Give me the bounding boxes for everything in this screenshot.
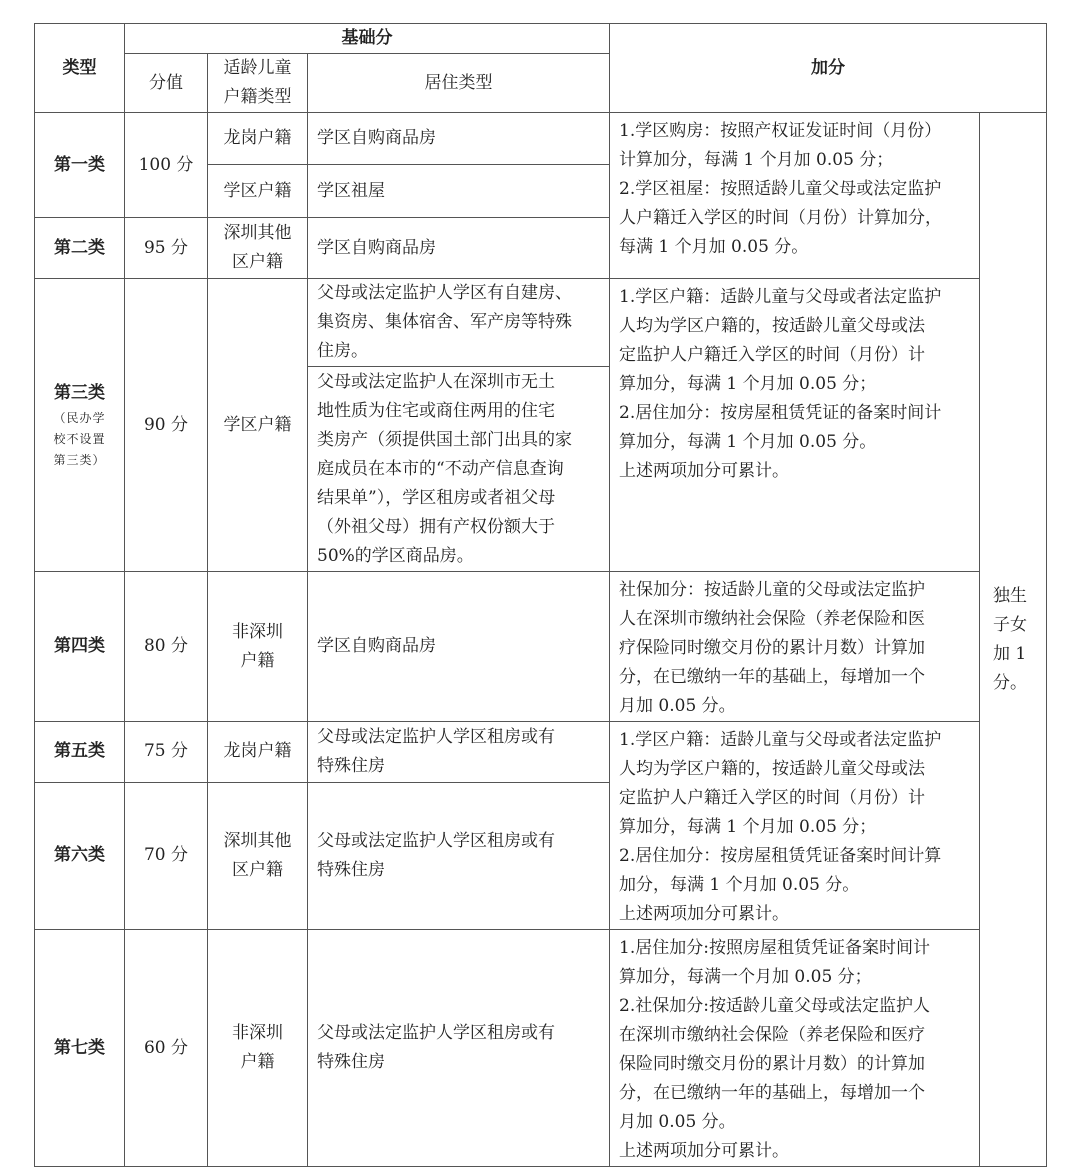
- row-4-residence: 学区自购商品房: [308, 572, 610, 722]
- header-bonus: 加分: [610, 24, 1047, 113]
- row-7-hukou: 非深圳 户籍: [208, 930, 308, 1167]
- single-child-bonus-text: 独生子女加 1 分。: [993, 585, 1028, 693]
- row-3a-residence: 父母或法定监护人学区有自建房、 集资房、集体宿舍、军产房等特殊 住房。: [308, 279, 610, 367]
- row-3b-residence: 父母或法定监护人在深圳市无土 地性质为住宅或商住两用的住宅 类房产（须提供国土部门出具的家 庭成员在本市的“不动产信息查询 结果单”），学区租房或者祖父母 （外祖父母）拥有产权份额大于 50%的学区商品房。: [308, 367, 610, 572]
- bonus-category-5-6: 1.学区户籍：适龄儿童与父母或者法定监护 人均为学区户籍的，按适龄儿童父母或法 定监护人户籍迁入学区的时间（月份）计 算加分，每满 1 个月加 0.05 分； 2.居住加分：按房屋租赁凭证备案时间计算 加分，每满 1 个月加 0.05 分。 上述两项加分可累计。: [610, 722, 980, 930]
- row-1b-residence: 学区祖屋: [308, 165, 610, 218]
- row-3-hukou: 学区户籍: [208, 279, 308, 572]
- category-3-note: （民办学 校不设置 第三类）: [53, 411, 106, 467]
- category-2-name: 第二类: [35, 218, 125, 279]
- row-7-residence: 父母或法定监护人学区租房或有 特殊住房: [308, 930, 610, 1167]
- header-residence-type: 居住类型: [308, 54, 610, 113]
- category-6-name: 第六类: [35, 782, 125, 929]
- category-3-name: [35, 279, 125, 572]
- category-6-score: 70 分: [125, 782, 208, 929]
- bonus-category-7: 1.居住加分:按照房屋租赁凭证备案时间计 算加分，每满一个月加 0.05 分； 2.社保加分:按适龄儿童父母或法定监护人 在深圳市缴纳社会保险（养老保险和医疗 保险同时缴交月份的累计月数）的计算加 分，在已缴纳一年的基础上，每增加一个 月加 0.05 分。 上述两项加分可累计。: [610, 930, 980, 1167]
- header-base-score: 基础分: [125, 24, 610, 54]
- category-2-score: 95 分: [125, 218, 208, 279]
- bonus-category-4: 社保加分：按适龄儿童的父母或法定监护 人在深圳市缴纳社会保险（养老保险和医 疗保险同时缴交月份的累计月数）计算加 分，在已缴纳一年的基础上，每增加一个 月加 0.05 分。: [610, 572, 980, 722]
- category-5-name: 第五类: [35, 722, 125, 783]
- row-5-hukou: 龙岗户籍: [208, 722, 308, 783]
- category-4-name: 第四类: [35, 572, 125, 722]
- header-score-value: 分值: [125, 54, 208, 113]
- row-6-hukou: 深圳其他 区户籍: [208, 782, 308, 929]
- category-3-title: 第三类: [54, 383, 105, 403]
- row-5-residence: 父母或法定监护人学区租房或有 特殊住房: [308, 722, 610, 783]
- row-1a-hukou: 龙岗户籍: [208, 113, 308, 165]
- row-1a-residence: 学区自购商品房: [308, 113, 610, 165]
- category-5-score: 75 分: [125, 722, 208, 783]
- single-child-bonus: [980, 113, 1047, 1167]
- category-7-name: 第七类: [35, 930, 125, 1167]
- category-1-name: 第一类: [35, 113, 125, 218]
- row-4-hukou: 非深圳 户籍: [208, 572, 308, 722]
- category-1-score: 100 分: [125, 113, 208, 218]
- category-7-score: 60 分: [125, 930, 208, 1167]
- category-4-score: 80 分: [125, 572, 208, 722]
- header-type: 类型: [35, 24, 125, 113]
- admission-score-table: [34, 23, 1047, 1167]
- row-2-hukou: 深圳其他 区户籍: [208, 218, 308, 279]
- header-hukou-type: 适龄儿童 户籍类型: [208, 54, 308, 113]
- bonus-category-1-2: 1.学区购房：按照产权证发证时间（月份） 计算加分，每满 1 个月加 0.05 分； 2.学区祖屋：按照适龄儿童父母或法定监护 人户籍迁入学区的时间（月份）计算加分， 每满 1 个月加 0.05 分。: [610, 113, 980, 279]
- bonus-category-3: 1.学区户籍：适龄儿童与父母或者法定监护 人均为学区户籍的，按适龄儿童父母或法 定监护人户籍迁入学区的时间（月份）计 算加分，每满 1 个月加 0.05 分； 2.居住加分：按房屋租赁凭证的备案时间计 算加分，每满 1 个月加 0.05 分。 上述两项加分可累计。: [610, 279, 980, 572]
- row-1b-hukou: 学区户籍: [208, 165, 308, 218]
- row-2-residence: 学区自购商品房: [308, 218, 610, 279]
- category-3-score: 90 分: [125, 279, 208, 572]
- row-6-residence: 父母或法定监护人学区租房或有 特殊住房: [308, 782, 610, 929]
